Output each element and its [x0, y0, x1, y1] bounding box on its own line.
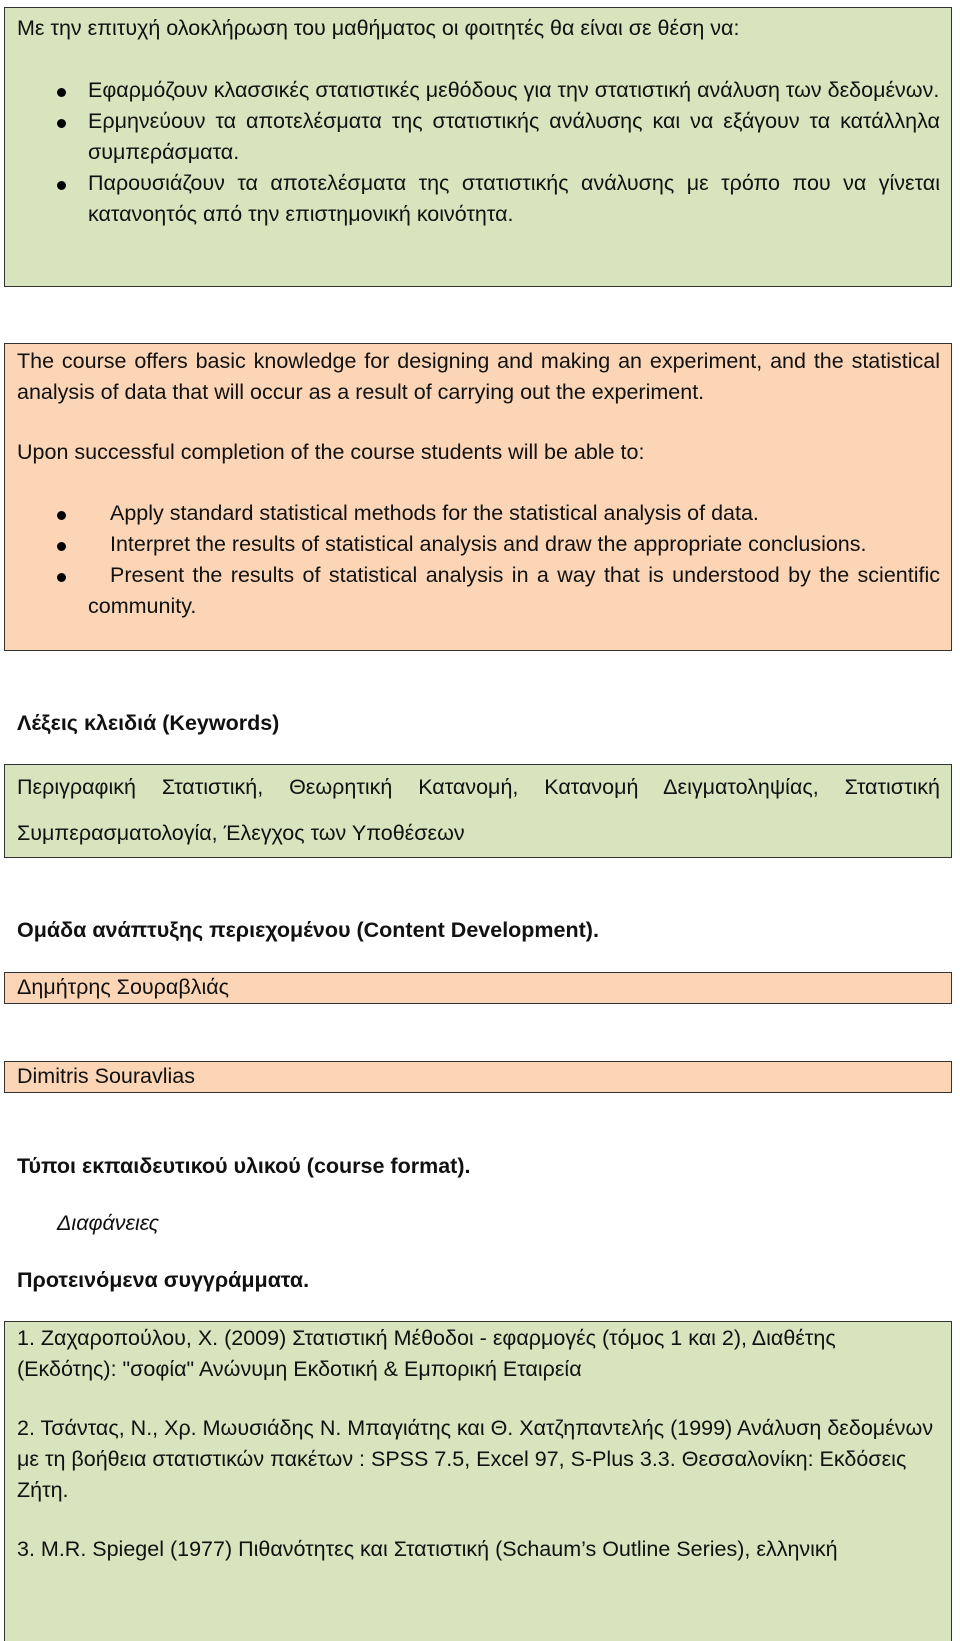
english-name-box [4, 1061, 952, 1093]
keywords-heading: Λέξεις κλειδιά (Keywords) [17, 711, 280, 735]
english-outcomes-intro: Upon successful completion of the course students will be able to: [17, 440, 645, 464]
list-item [5, 106, 951, 168]
textbook-item: 2. Τσάντας, Ν., Χρ. Μωυσιάδης Ν. Μπαγιάτης και Θ. Χατζηπαντελής (1999) Ανάλυση δεδομένων με τη βοήθεια στατιστικών πακέτων : SPSS 7.5, Excel 97, S-Plus 3.3. Θεσσαλονίκη: Εκδόσεις Ζήτη. [17, 1416, 934, 1502]
english-outcomes-box [4, 343, 952, 651]
greek-outcomes-list [5, 75, 951, 230]
bullet-icon [57, 573, 66, 582]
course-format-heading: Τύποι εκπαιδευτικού υλικού (course format). [17, 1154, 471, 1178]
textbook-item: 1. Ζαχαροπούλου, Χ. (2009) Στατιστική Μέθοδοι - εφαρμογές (τόμος 1 και 2), Διαθέτης (Εκδότης): "σοφία" Ανώνυμη Εκδοτική & Εμπορική Εταιρεία [17, 1326, 836, 1381]
list-item-text: Παρουσιάζουν τα αποτελέσματα της στατιστικής ανάλυσης με τρόπο που να γίνεται κατανοητός από την επιστημονική κοινότητα. [88, 171, 940, 226]
keywords-box [4, 764, 952, 858]
author-name-greek: Δημήτρης Σουραβλιάς [17, 975, 230, 999]
bullet-icon [57, 119, 66, 128]
list-item-text: Ερμηνεύουν τα αποτελέσματα της στατιστικής ανάλυσης και να εξάγουν τα κατάλληλα συμπεράσματα. [88, 109, 940, 164]
keywords-text: Περιγραφική Στατιστική, Θεωρητική Κατανομή, Κατανομή Δειγματοληψίας, Στατιστική Συμπερασματολογία, Έλεγχος των Υποθέσεων [17, 775, 940, 845]
bullet-icon [57, 542, 66, 551]
list-item [5, 560, 951, 622]
english-outcomes-list [5, 498, 951, 622]
list-item-text: Interpret the results of statistical analysis and draw the appropriate conclusions. [110, 532, 867, 556]
course-format-value: Διαφάνειες [57, 1211, 160, 1235]
greek-outcomes-box [4, 7, 952, 287]
author-name-english: Dimitris Souravlias [17, 1064, 196, 1088]
greek-name-box [4, 972, 952, 1004]
textbooks-heading: Προτεινόμενα συγγράμματα. [17, 1268, 310, 1292]
list-item-text: Apply standard statistical methods for the statistical analysis of data. [110, 501, 759, 525]
list-item [5, 75, 951, 106]
list-item [5, 529, 951, 560]
list-item-text: Present the results of statistical analysis in a way that is understood by the scientific community. [88, 563, 940, 618]
bullet-icon [57, 511, 66, 520]
list-item [5, 168, 951, 230]
greek-outcomes-intro: Με την επιτυχή ολοκλήρωση του μαθήματος οι φοιτητές θα είναι σε θέση να: [17, 16, 740, 40]
textbooks-box [4, 1321, 952, 1641]
bullet-icon [57, 88, 66, 97]
list-item [5, 498, 951, 529]
list-item-text: Εφαρμόζουν κλασσικές στατιστικές μεθόδους για την στατιστική ανάλυση των δεδομένων. [88, 78, 940, 102]
english-description: The course offers basic knowledge for designing and making an experiment, and the statistical analysis of data that will occur as a result of carrying out the experiment. [17, 349, 940, 404]
bullet-icon [57, 181, 66, 190]
textbook-item: 3. M.R. Spiegel (1977) Πιθανότητες και Στατιστική (Schaum’s Outline Series), ελληνική [17, 1537, 838, 1561]
content-development-heading: Ομάδα ανάπτυξης περιεχομένου (Content Development). [17, 918, 599, 942]
